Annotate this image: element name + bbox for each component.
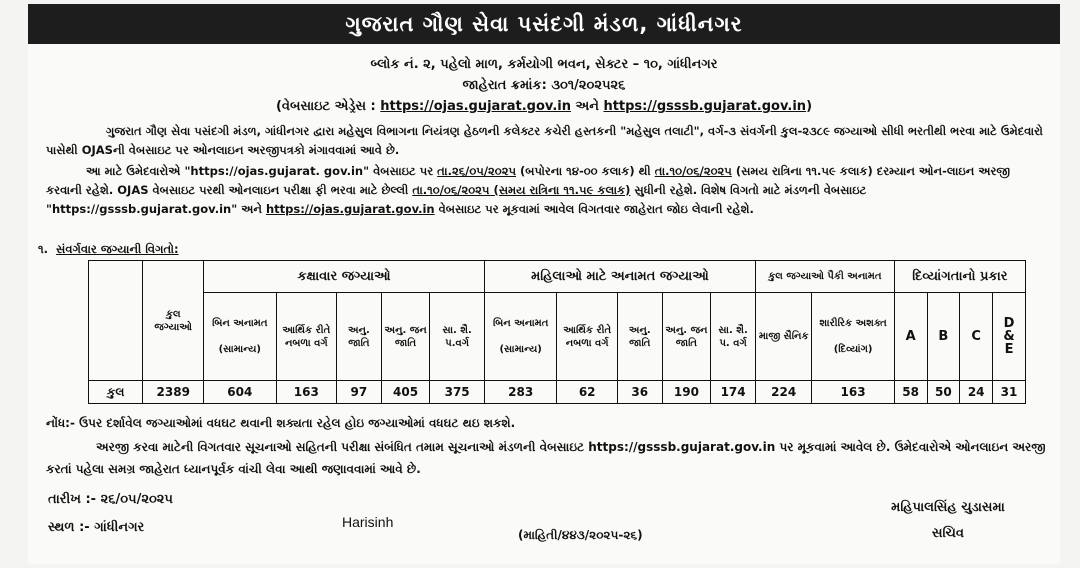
header-dis-b: B — [927, 293, 960, 381]
info-reference: (માહિતી/૪૪૩/૨૦૨૫-૨૬) — [518, 528, 643, 542]
header-sc: અનુ. જાતિ — [337, 293, 382, 381]
header-dis-amp: & — [1003, 329, 1015, 344]
para2-text-e: (સમય રાત્રિના ૧૧.૫૯ કલાક) દરમ્યાન ઓન-લાઇન અરજી કરવાની રહેશે. OJAS વેબસાઇટ પરથી ઓનલાઇન પરીક્ષા ફી ભરવા માટે છેલ્લી — [46, 164, 1011, 197]
cell-women-ews: 62 — [557, 381, 618, 404]
header-total: કુલ જગ્યાઓ — [143, 261, 204, 381]
vacancy-table — [88, 260, 1026, 404]
page-title: ગુજરાત ગૌણ સેવા પસંદગી મંડળ, ગાંધીનગર — [28, 4, 1060, 44]
application-paragraph — [46, 162, 1046, 219]
intro-paragraph: ગુજરાત ગૌણ સેવા પસંદગી મંડળ, ગાંધીનગર દ્વારા મહેસુલ વિભાગના નિયંત્રણ હેઠળની કલેક્ટર કચેરી હસ્તકની "મહેસુલ તલાટી", વર્ગ-૩ સંવર્ગની કુલ-૨૩૮૯ જગ્યાઓ સીધી ભરતીથી ભરવા માટે ઉમેદવારો પાસેથી OJASની વેબસાઇટ પર ઓનલાઇન અરજીપત્રકો મંગાવવામાં આવે છે. — [46, 124, 1043, 157]
instruction-paragraph: અરજી કરવા માટેની વિગતવાર સૂચનાઓ સહિતની પરીક્ષા સંબંધિત તમામ સૂચનાઓ મંડળની વેબસાઇટ https://gsssb.gujarat.gov.in પર મૂકવામાં આવેલ છે. ઉમેદવારોએ ઓનલાઇન અરજી કરતાં પહેલા સમગ્ર જાહેરાત ધ્યાનપૂર્વક વાંચી લેવા આથી જણાવવામાં આવે છે. — [46, 440, 1046, 476]
cell-dis-a: 58 — [894, 381, 927, 404]
header-dis-c: C — [960, 293, 993, 381]
header-gen-label: બિન અનામત — [212, 318, 268, 329]
para2-text-i: વેબસાઇટ પર મૂકવામાં આવેલ વિગતવાર જાહેરાત જોઇ લેવાની રહેશે. — [434, 202, 754, 216]
section-heading — [38, 242, 179, 257]
header-dis-a: A — [894, 293, 927, 381]
cell-ex-serviceman: 224 — [755, 381, 812, 404]
header-women-gen-label: બિન અનામત — [492, 318, 549, 329]
website-prefix: (વેબસાઇટ એડ્રેસ : — [275, 99, 376, 114]
header-women-ews: આર્થિક રીતે નબળા વર્ગ — [557, 293, 618, 381]
cell-st: 405 — [381, 381, 430, 404]
date-line: તારીખ :- ૨૬/૦૫/૨૦૨૫ — [48, 492, 173, 507]
fee-last-date: તા.૧૦/૦૬/૨૦૨૫ (સમય રાત્રિના ૧૧.૫૯ કલાક) — [412, 183, 631, 197]
signatory-designation: સચિવ — [932, 526, 964, 541]
cell-sc: 97 — [337, 381, 382, 404]
row-label-header — [89, 261, 143, 381]
header-ph-label: શારીરિક અશક્ત — [819, 318, 887, 329]
website-line — [28, 96, 1060, 117]
header-ews: આર્થિક રીતે નબળા વર્ગ — [276, 293, 337, 381]
cell-women-sc: 36 — [617, 381, 662, 404]
office-address: બ્લોક નં. ૨, પહેલો માળ, કર્મયોગી ભવન, સેક્ટર – ૧૦, ગાંધીનગર — [370, 57, 718, 72]
header-women-gen — [484, 293, 557, 381]
total-row-label: કુલ — [89, 381, 143, 404]
section-label: સંવર્ગવાર જગ્યાની વિગતો: — [56, 242, 179, 256]
cell-dis-b: 50 — [927, 381, 960, 404]
cell-total: 2389 — [143, 381, 204, 404]
header-category-group: કક્ષાવાર જગ્યાઓ — [204, 261, 485, 293]
cell-sebc: 375 — [430, 381, 485, 404]
header-women-st: અનુ. જન જાતિ — [662, 293, 711, 381]
advertisement-page — [28, 4, 1060, 564]
header-gen-sub: (સામાન્ય) — [218, 344, 261, 355]
cell-ews: 163 — [276, 381, 337, 404]
para2-text-c: (બપોરના ૧૪-૦૦ કલાક) થી — [516, 164, 655, 178]
header-ph-sub: (દિવ્યાંગ) — [833, 344, 873, 355]
cell-women-gen: 283 — [484, 381, 557, 404]
place-line: સ્થળ :- ગાંધીનગર — [48, 520, 145, 535]
signature: Harisinh — [342, 514, 394, 530]
header-reserved-group: કુલ જગ્યાઓ પૈકી અનામત — [755, 261, 894, 293]
header-st: અનુ. જન જાતિ — [381, 293, 430, 381]
note-line: નોંધ:- ઉપર દર્શાવેલ જગ્યાઓમાં વધઘટ થવાની શક્યતા રહેલ હોઇ જગ્યાઓમાં વધઘટ થઇ શકશે. — [46, 416, 516, 430]
header-dis-d: D — [1003, 316, 1015, 331]
header-disability-group: દિવ્યાંગતાનો પ્રકાર — [894, 261, 1025, 293]
header-gen — [204, 293, 277, 381]
advt-number: જાહેરાત ક્રમાંક: ૩૦૧/૨૦૨૫૨૬ — [462, 78, 626, 93]
para2-text-a: આ માટે ઉમેદવારોએ "https://ojas.gujarat. gov.in" વેબસાઇટ પર — [86, 164, 438, 178]
cell-women-st: 190 — [662, 381, 711, 404]
header-ph — [812, 293, 894, 381]
gsssb-link[interactable]: https://gsssb.gujarat.gov.in — [603, 99, 807, 114]
website-suffix: ) — [806, 99, 813, 114]
cell-gen: 604 — [204, 381, 277, 404]
header-dis-de — [993, 293, 1026, 381]
start-date: તા.૨૬/૦૫/૨૦૨૫ — [437, 164, 517, 178]
header-dis-e: E — [1004, 342, 1014, 357]
cell-ph: 163 — [812, 381, 894, 404]
website-and: અને — [575, 99, 599, 114]
table-row — [89, 381, 1026, 404]
ojas-inline-link[interactable]: https://ojas.gujarat.gov.in — [265, 202, 435, 216]
cell-dis-de: 31 — [993, 381, 1026, 404]
header-women-sebc: સા. શૈ. પ. વર્ગ — [711, 293, 756, 381]
para2-text-g: સુધીની રહેશે. વિશેષ વિગતો માટે મંડળની વેબસાઇટ "https://gsssb.gujarat.gov.in" અને — [46, 183, 867, 216]
header-address-block — [28, 54, 1060, 117]
header-ex-serviceman: માજી સૈનિક — [755, 293, 812, 381]
header-women-group: મહિલાઓ માટે અનામત જગ્યાઓ — [484, 261, 755, 293]
signatory-name: મહિપાલસિંહ ચુડાસમા — [891, 500, 1005, 515]
ojas-link[interactable]: https://ojas.gujarat.gov.in — [380, 99, 571, 114]
header-sebc: સા. શૈ. પ.વર્ગ — [430, 293, 485, 381]
end-date: તા.૧૦/૦૬/૨૦૨૫ — [654, 164, 732, 178]
header-women-gen-sub: (સામાન્ય) — [499, 344, 542, 355]
section-number: ૧. — [38, 242, 49, 256]
cell-women-sebc: 174 — [711, 381, 756, 404]
header-women-sc: અનુ. જાતિ — [617, 293, 662, 381]
cell-dis-c: 24 — [960, 381, 993, 404]
